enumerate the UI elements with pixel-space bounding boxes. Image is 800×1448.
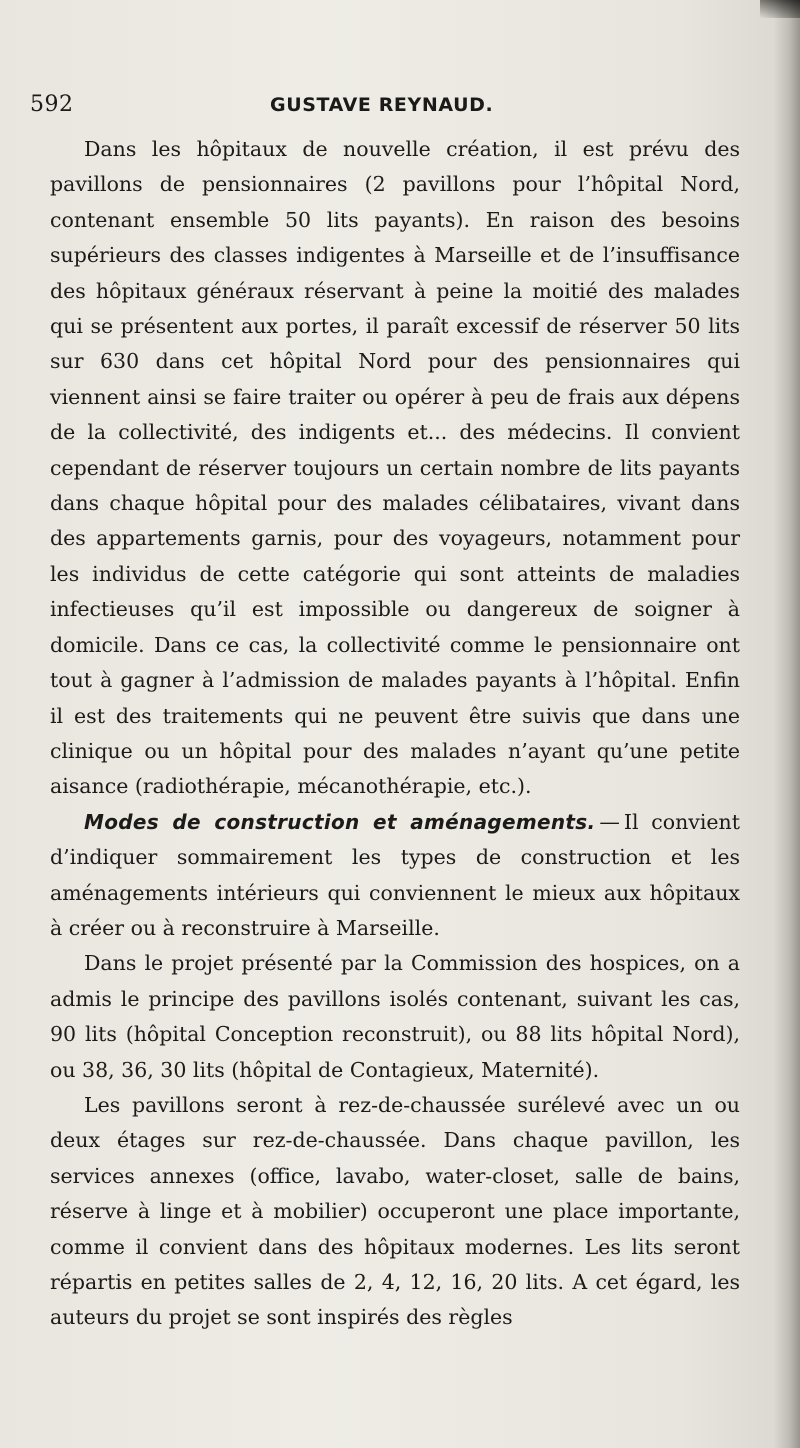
paragraph-modes-construction — [50, 805, 740, 947]
paragraph-modes-text: Il convient d’indiquer sommairement les types de construction et les aménagements intérieurs qui conviennent le mieux aux hôpitaux à créer ou à reconstruire à Marseille. — [50, 809, 740, 940]
paragraph-projet-commission: Dans le projet présenté par la Commission des hospices, on a admis le principe des pavillons isolés contenant, suivant les cas, 90 lits (hôpital Conception reconstruit), ou 88 lits hôpital Nord), ou 38, 36, 30 lits (hôpital de Contagieux, Maternité). — [50, 951, 740, 1082]
body-text — [50, 132, 740, 1336]
heading-dash: — — [599, 809, 620, 834]
page-corner-shadow — [760, 0, 800, 18]
page-number: 592 — [30, 92, 74, 117]
page-edge-shadow — [774, 0, 800, 1448]
page-header — [0, 92, 800, 128]
running-head: GUSTAVE REYNAUD. — [270, 94, 494, 116]
paragraph-pensionnaires: Dans les hôpitaux de nouvelle création, il est prévu des pavillons de pensionnaires (2 pavillons pour l’hôpital Nord, contenant ensemble 50 lits payants). En raison des besoins supérieurs des classes indigentes à Marseille et de l’insuffisance des hôpitaux généraux réservant à peine la moitié des malades qui se présentent aux portes, il paraît excessif de réserver 50 lits sur 630 dans cet hôpital Nord pour des pensionnaires qui viennent ainsi se faire traiter ou opérer à peu de frais aux dépens de la collectivité, des indigents et... des médecins. Il convient cependant de réserver toujours un certain nombre de lits payants dans chaque hôpital pour des malades célibataires, vivant dans des appartements garnis, pour des voyageurs, notamment pour les individus de cette catégorie qui sont atteints de maladies infectieuses qu’il est impossible ou dangereux de soigner à domicile. Dans ce cas, la collectivité comme le pensionnaire ont tout à gagner à l’admission de malades payants à l’hôpital. Enfin il est des traitements qui ne peuvent être suivis que dans une clinique ou un hôpital pour des malades n’ayant qu’une petite aisance (radiothérapie, mécanothérapie, etc.). — [50, 137, 740, 799]
section-heading: Modes de construction et aménagements. — [84, 809, 596, 834]
paragraph-pavillons: Les pavillons seront à rez-de-chaussée surélevé avec un ou deux étages sur rez-de-chaussée. Dans chaque pavillon, les services annexes (office, lavabo, water-closet, salle de bains, réserve à linge et à mobilier) occuperont une place importante, comme il convient dans des hôpitaux modernes. Les lits seront répartis en petites salles de 2, 4, 12, 16, 20 lits. A cet égard, les auteurs du projet se sont inspirés des règles — [50, 1092, 740, 1330]
